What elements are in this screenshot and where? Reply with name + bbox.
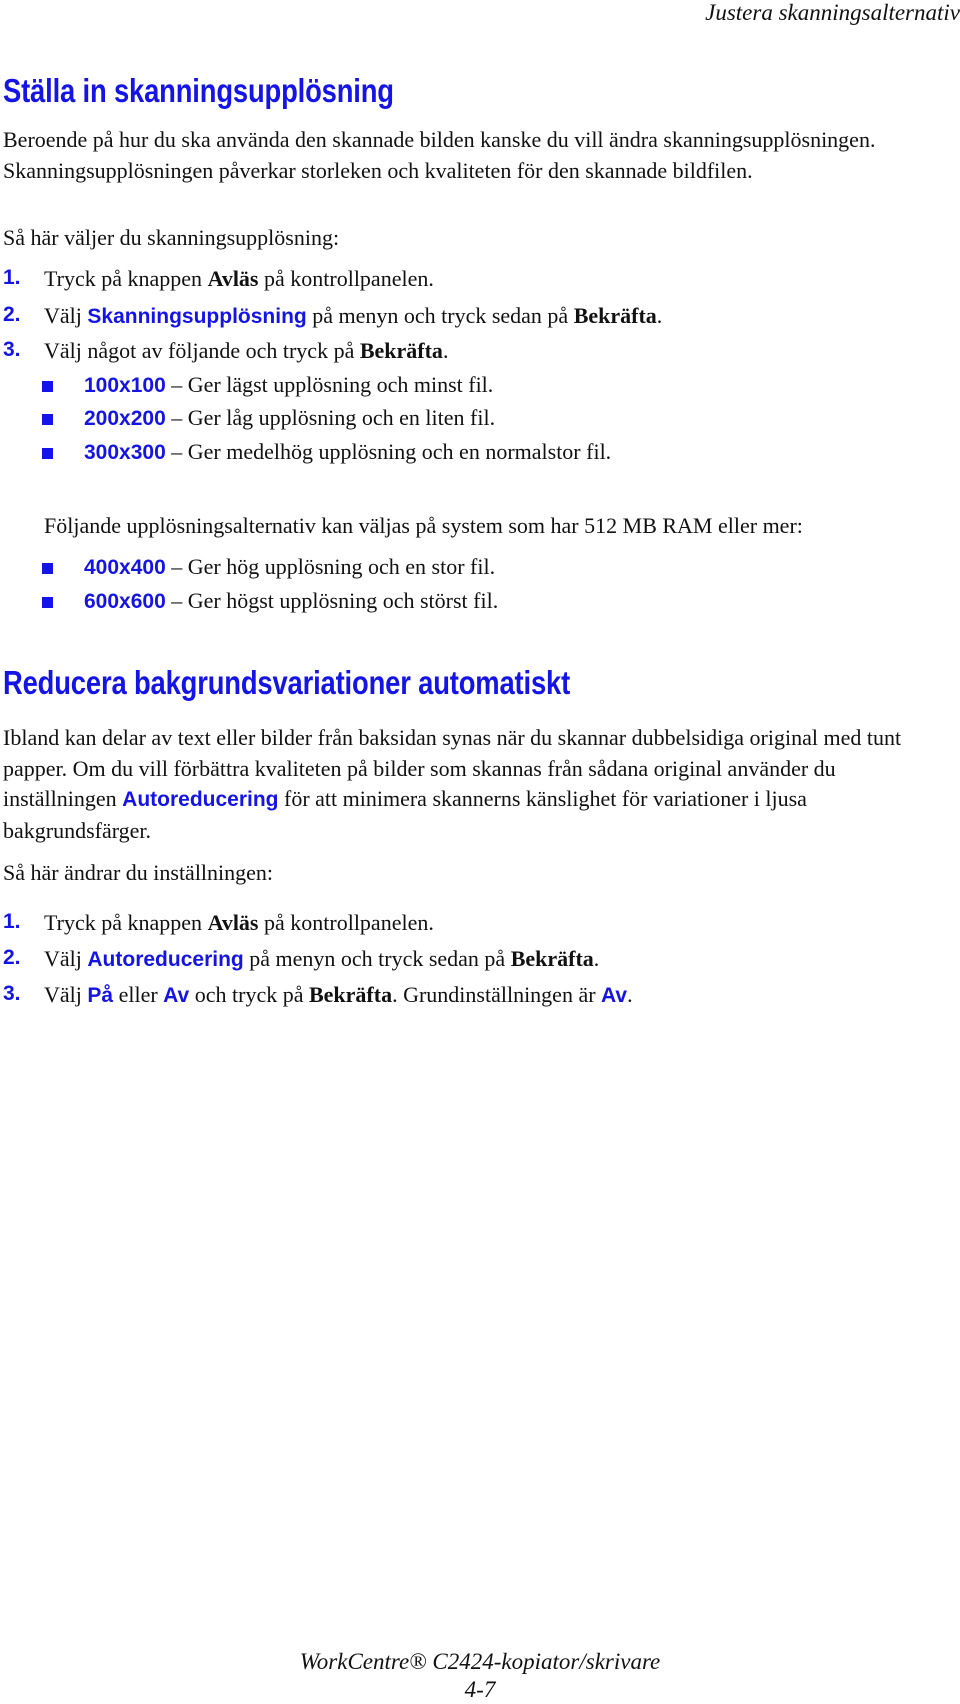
option-desc: – Ger högst upplösning och störst fil. (165, 588, 499, 613)
option-key: 100x100 (84, 374, 166, 397)
step-number: 1. (3, 910, 21, 933)
option-desc: – Ger låg upplösning och en liten fil. (165, 405, 496, 430)
page-number: 4-7 (464, 1677, 496, 1702)
button-name-avlas: Avläs (207, 910, 259, 935)
menu-item-skanningsupplosning: Skanningsupplösning (87, 305, 307, 328)
button-name-bekrafta: Bekräfta (510, 946, 594, 971)
button-name-avlas: Avläs (207, 266, 259, 291)
step-number: 1. (3, 266, 21, 289)
footer-product: WorkCentre® C2424-kopiator/skrivare (299, 1649, 661, 1674)
step-text: Välj Skanningsupplösning på menyn och tryck sedan på Bekräfta. (44, 303, 663, 328)
value-av: Av (163, 984, 190, 1007)
button-name-bekrafta: Bekräfta (573, 303, 657, 328)
bullet-square-icon (42, 414, 53, 425)
step-text: Välj något av följande och tryck på Bekräfta. (44, 338, 449, 363)
setting-autoreducering: Autoreducering (122, 788, 279, 811)
option-key: 300x300 (84, 441, 166, 464)
bullet-square-icon (42, 381, 53, 392)
step-number: 3. (3, 982, 21, 1005)
option-desc: – Ger hög upplösning och en stor fil. (165, 554, 496, 579)
default-value-av: Av (601, 984, 628, 1007)
option-key: 200x200 (84, 407, 166, 430)
step-number: 3. (3, 338, 21, 361)
option-desc: – Ger lägst upplösning och minst fil. (165, 372, 494, 397)
resolution-lead: Så här väljer du skanningsupplösning: (3, 225, 340, 250)
step-text: Tryck på knappen Avläs på kontrollpanelen. (44, 910, 434, 935)
background-lead: Så här ändrar du inställningen: (3, 860, 274, 885)
step-number: 2. (3, 946, 21, 969)
option-desc: – Ger medelhög upplösning och en normalstor fil. (165, 439, 612, 464)
option-key: 600x600 (84, 590, 166, 613)
section-title-resolution: Ställa in skanningsupplösning (3, 72, 394, 109)
step-text: Välj Autoreducering på menyn och tryck sedan på Bekräfta. (44, 946, 600, 971)
bullet-square-icon (42, 448, 53, 459)
bullet-square-icon (42, 597, 53, 608)
option-key: 400x400 (84, 556, 166, 579)
step-text: Välj På eller Av och tryck på Bekräfta. Grundinställningen är Av. (44, 982, 633, 1007)
bullet-square-icon (42, 563, 53, 574)
resolution-intro: Beroende på hur du ska använda den skannade bilden kanske du vill ändra skanningsupplösningen. Skanningsupplösningen påverkar storleken och kvaliteten för den skannade bildfilen. (3, 127, 876, 183)
ram-note: Följande upplösningsalternativ kan väljas på system som har 512 MB RAM eller mer: (44, 513, 803, 538)
section-title-background: Reducera bakgrundsvariationer automatiskt (3, 664, 571, 701)
step-text: Tryck på knappen Avläs på kontrollpanelen. (44, 266, 434, 291)
button-name-bekrafta: Bekräfta (308, 982, 393, 1007)
running-header: Justera skanningsalternativ (705, 0, 960, 25)
value-pa: På (87, 984, 114, 1007)
background-intro: Ibland kan delar av text eller bilder från baksidan synas när du skannar dubbelsidiga original med tunt papper. Om du vill förbättra kvaliteten på bilder som skannas från sådana original använder du inställningen Autoreducering för att minimera skannerns känslighet för variationer i ljusa bakgrundsfärger. (3, 725, 902, 843)
menu-item-autoreducering: Autoreducering (87, 948, 244, 971)
step-number: 2. (3, 303, 21, 326)
button-name-bekrafta: Bekräfta (359, 338, 443, 363)
